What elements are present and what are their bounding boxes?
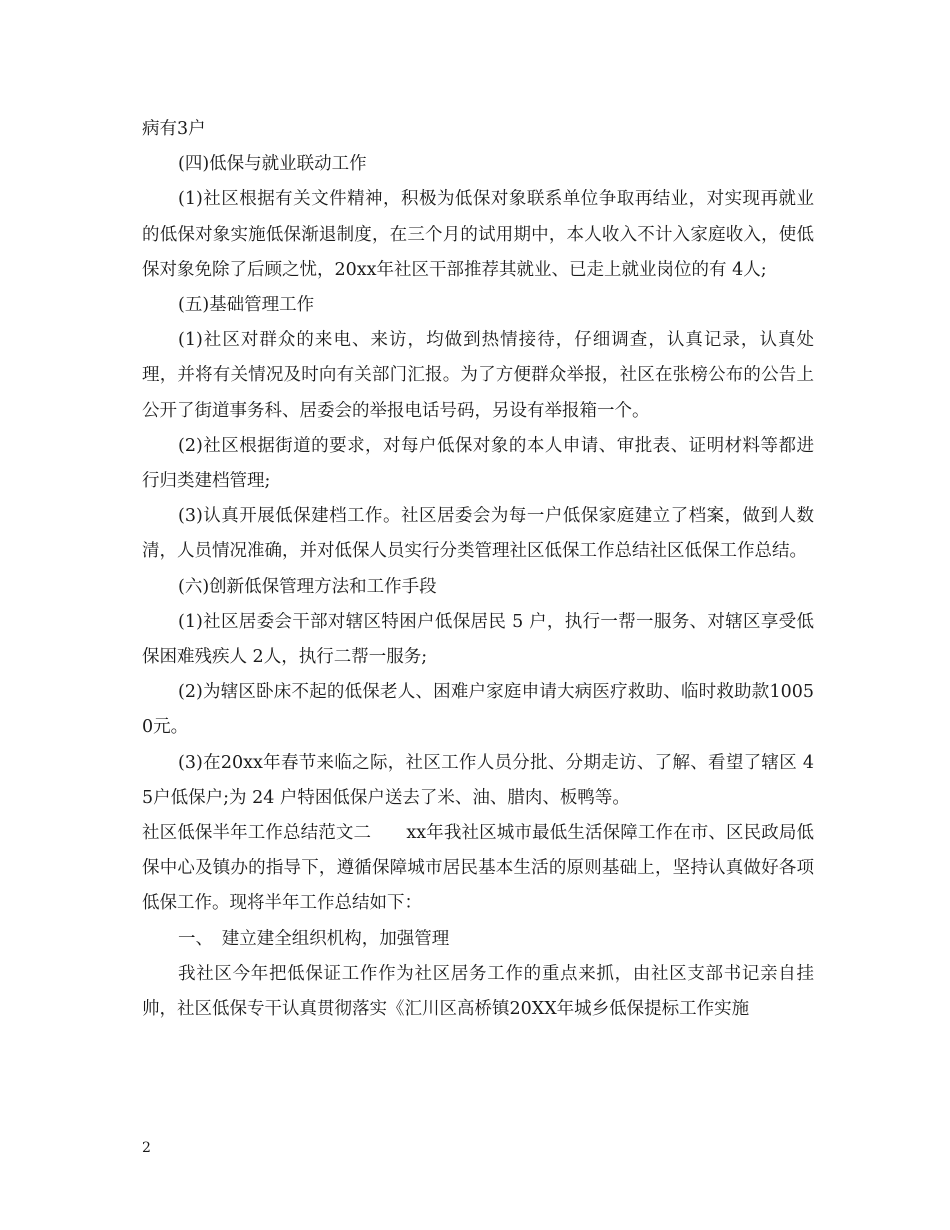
- paragraph-3: (1)社区根据有关文件精神，积极为低保对象联系单位争取再结业，对实现再就业的低保对象实施低保渐退制度，在三个月的试用期中，本人收入不计入家庭收入，使低保对象免除了后顾之忧，20xx年社区干部推荐其就业、已走上就业岗位的有 4人;: [142, 189, 814, 280]
- paragraph-9: (1)社区居委会干部对辖区特困户低保居民 5 户，执行一帮一服务、对辖区享受低保困难残疾人 2人，执行二帮一服务;: [142, 611, 814, 668]
- paragraph-6: (2)社区根据街道的要求，对每户低保对象的本人申请、审批表、证明材料等都进行归类建档管理;: [142, 435, 814, 492]
- paragraph-7: (3)认真开展低保建档工作。社区居委会为每一户低保家庭建立了档案，做到人数清，人员情况准确，并对低保人员实行分类管理社区低保工作总结社区低保工作总结。: [142, 506, 814, 562]
- paragraph-5: (1)社区对群众的来电、来访，均做到热情接待，仔细调查，认真记录，认真处理，并将有关情况及时向有关部门汇报。为了方便群众举报，社区在张榜公布的公告上公开了街道事务科、居委会的举报电话号码，另设有举报箱一个。: [142, 330, 814, 421]
- paragraph-1: 病有3户: [142, 119, 206, 139]
- section-heading-4: (四)低保与就业联动工作: [178, 154, 367, 175]
- document-body: [142, 112, 814, 1027]
- paragraph-12: 社区低保半年工作总结范文二 xx年我社区城市最低生活保障工作在市、区民政局低保中心及镇办的指导下，遵循保障城市居民基本生活的原则基础上，坚持认真做好各项低保工作。现将半年工作总结如下：: [142, 823, 814, 914]
- paragraph-11: (3)在20xx年春节来临之际，社区工作人员分批、分期走访、了解、看望了辖区 45户低保户;为 24 户特困低保户送去了米、油、腊肉、板鸭等。: [142, 752, 814, 808]
- page-number: 2: [142, 1140, 151, 1156]
- section-heading-6: (六)创新低保管理方法和工作手段: [178, 576, 437, 597]
- paragraph-10: (2)为辖区卧床不起的低保老人、困难户家庭申请大病医疗救助、临时救助款10050元。: [142, 682, 814, 738]
- section-heading-5: (五)基础管理工作: [178, 295, 315, 316]
- paragraph-14: 我社区今年把低保证工作作为社区居务工作的重点来抓，由社区支部书记亲自挂帅，社区低保专干认真贯彻落实《汇川区高桥镇20XX年城乡低保提标工作实施: [142, 963, 814, 1020]
- section-heading-1: 一、 建立建全组织机构，加强管理: [178, 928, 450, 949]
